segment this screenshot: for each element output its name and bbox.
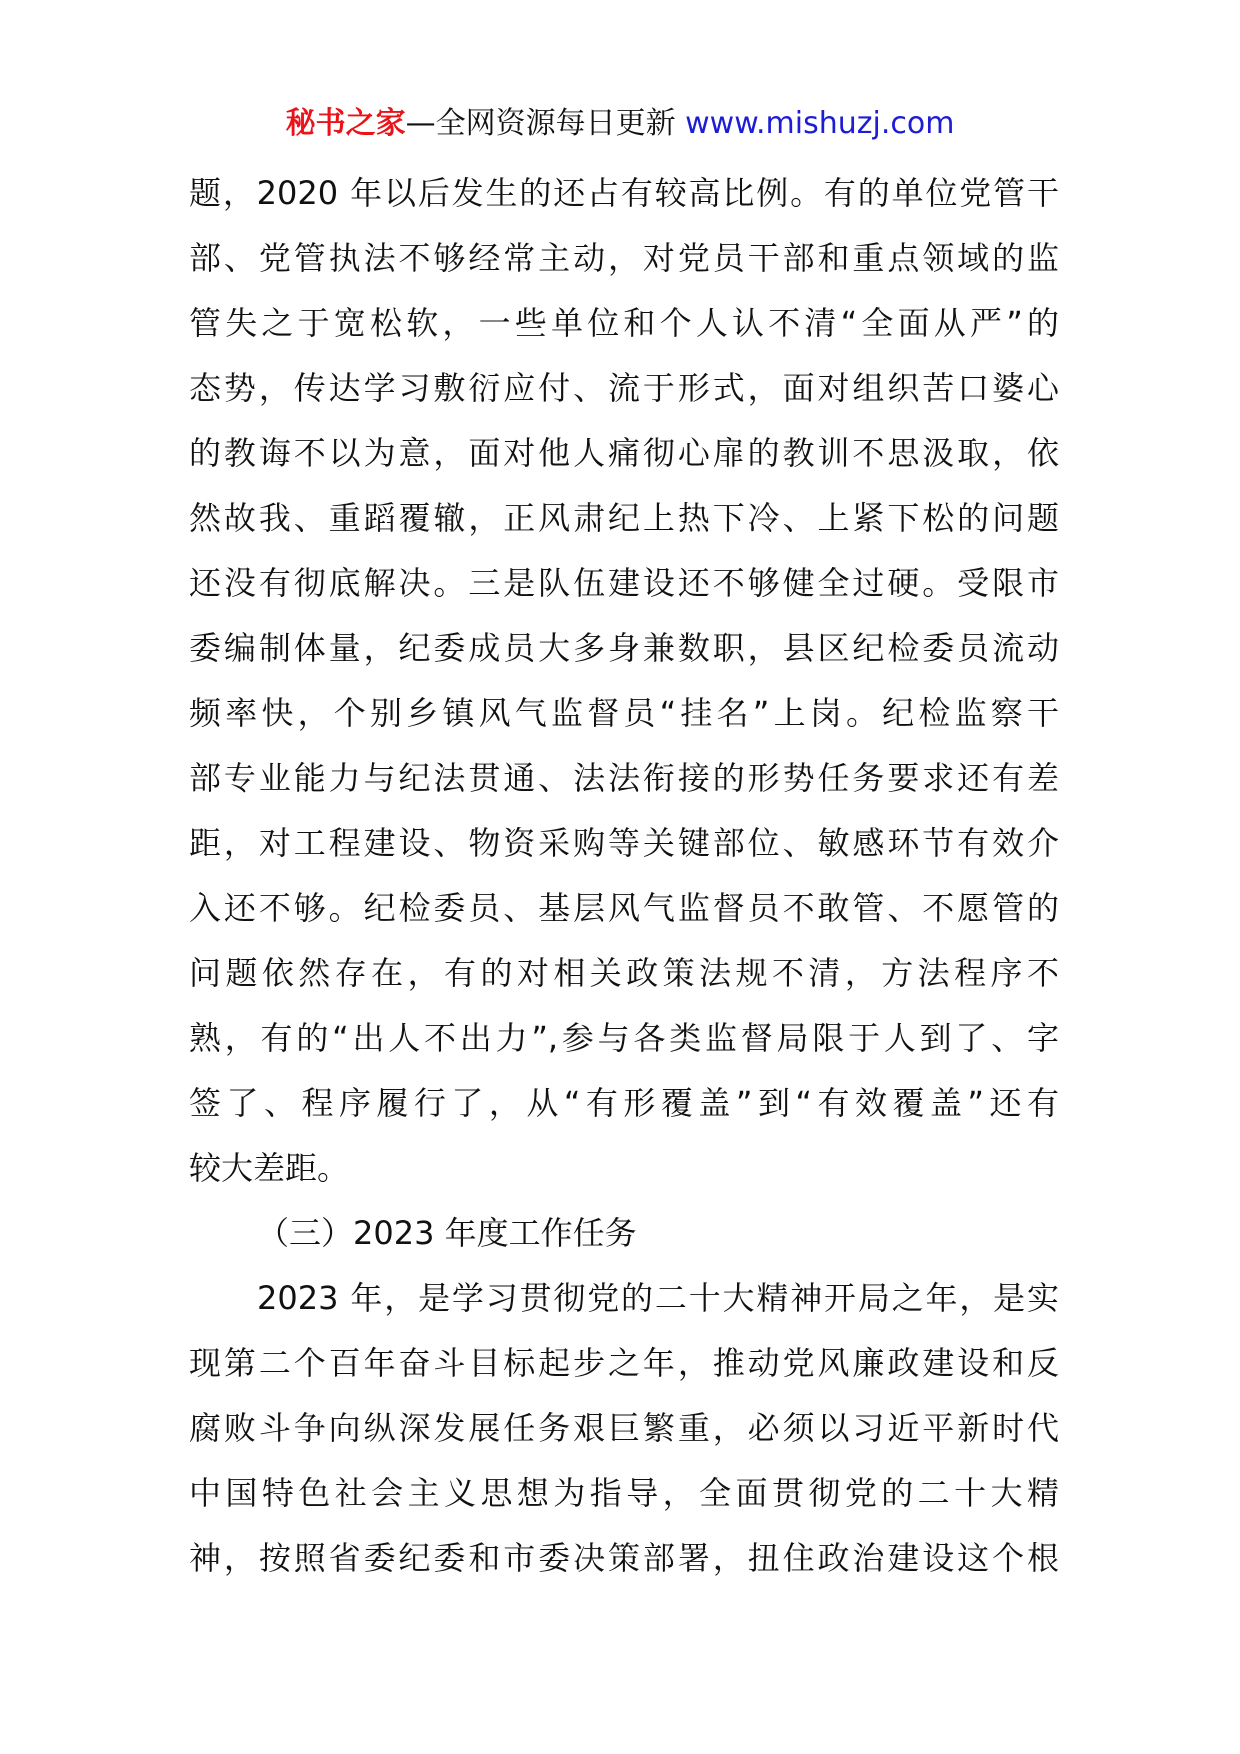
body-line: 距，对工程建设、物资采购等关键部位、敏感环节有效介 <box>189 824 1059 862</box>
body-line: 问题依然存在，有的对相关政策法规不清，方法程序不 <box>189 954 1059 992</box>
site-url[interactable]: www.mishuzj.com <box>685 106 955 141</box>
site-name: 秘书之家 <box>285 106 406 141</box>
body-line: 部专业能力与纪法贯通、法法衔接的形势任务要求还有差 <box>189 759 1059 797</box>
document-body <box>189 161 1059 1591</box>
body-line: 入还不够。纪检委员、基层风气监督员不敢管、不愿管的 <box>189 889 1059 927</box>
body-line: 还没有彻底解决。三是队伍建设还不够健全过硬。受限市 <box>189 564 1059 602</box>
body-line: 部、党管执法不够经常主动，对党员干部和重点领域的监 <box>189 239 1059 277</box>
site-tagline: —全网资源每日更新 <box>405 106 686 141</box>
body-line: 态势，传达学习敷衍应付、流于形式，面对组织苦口婆心 <box>189 369 1059 407</box>
body-line: 神，按照省委纪委和市委决策部署，扭住政治建设这个根 <box>189 1539 1059 1577</box>
page-header <box>0 100 1240 148</box>
section-heading: （三）2023 年度工作任务 <box>257 1214 637 1252</box>
paragraph-end-line: 较大差距。 <box>189 1149 350 1187</box>
body-line: 中国特色社会主义思想为指导，全面贯彻党的二十大精 <box>189 1474 1059 1512</box>
body-line: 现第二个百年奋斗目标起步之年，推动党风廉政建设和反 <box>189 1344 1059 1382</box>
body-line: 签了、程序履行了，从“有形覆盖”到“有效覆盖”还有 <box>189 1084 1059 1122</box>
paragraph-first-line: 2023 年，是学习贯彻党的二十大精神开局之年，是实 <box>257 1279 1059 1317</box>
body-line: 委编制体量，纪委成员大多身兼数职，县区纪检委员流动 <box>189 629 1059 667</box>
body-line: 的教诲不以为意，面对他人痛彻心扉的教训不思汲取，依 <box>189 434 1059 472</box>
body-line: 腐败斗争向纵深发展任务艰巨繁重，必须以习近平新时代 <box>189 1409 1059 1447</box>
body-line: 熟，有的“出人不出力”,参与各类监督局限于人到了、字 <box>189 1019 1059 1057</box>
body-line: 频率快，个别乡镇风气监督员“挂名”上岗。纪检监察干 <box>189 694 1059 732</box>
body-line: 管失之于宽松软，一些单位和个人认不清“全面从严”的 <box>189 304 1059 342</box>
body-line: 题，2020 年以后发生的还占有较高比例。有的单位党管干 <box>189 174 1059 212</box>
body-line: 然故我、重蹈覆辙，正风肃纪上热下冷、上紧下松的问题 <box>189 499 1059 537</box>
